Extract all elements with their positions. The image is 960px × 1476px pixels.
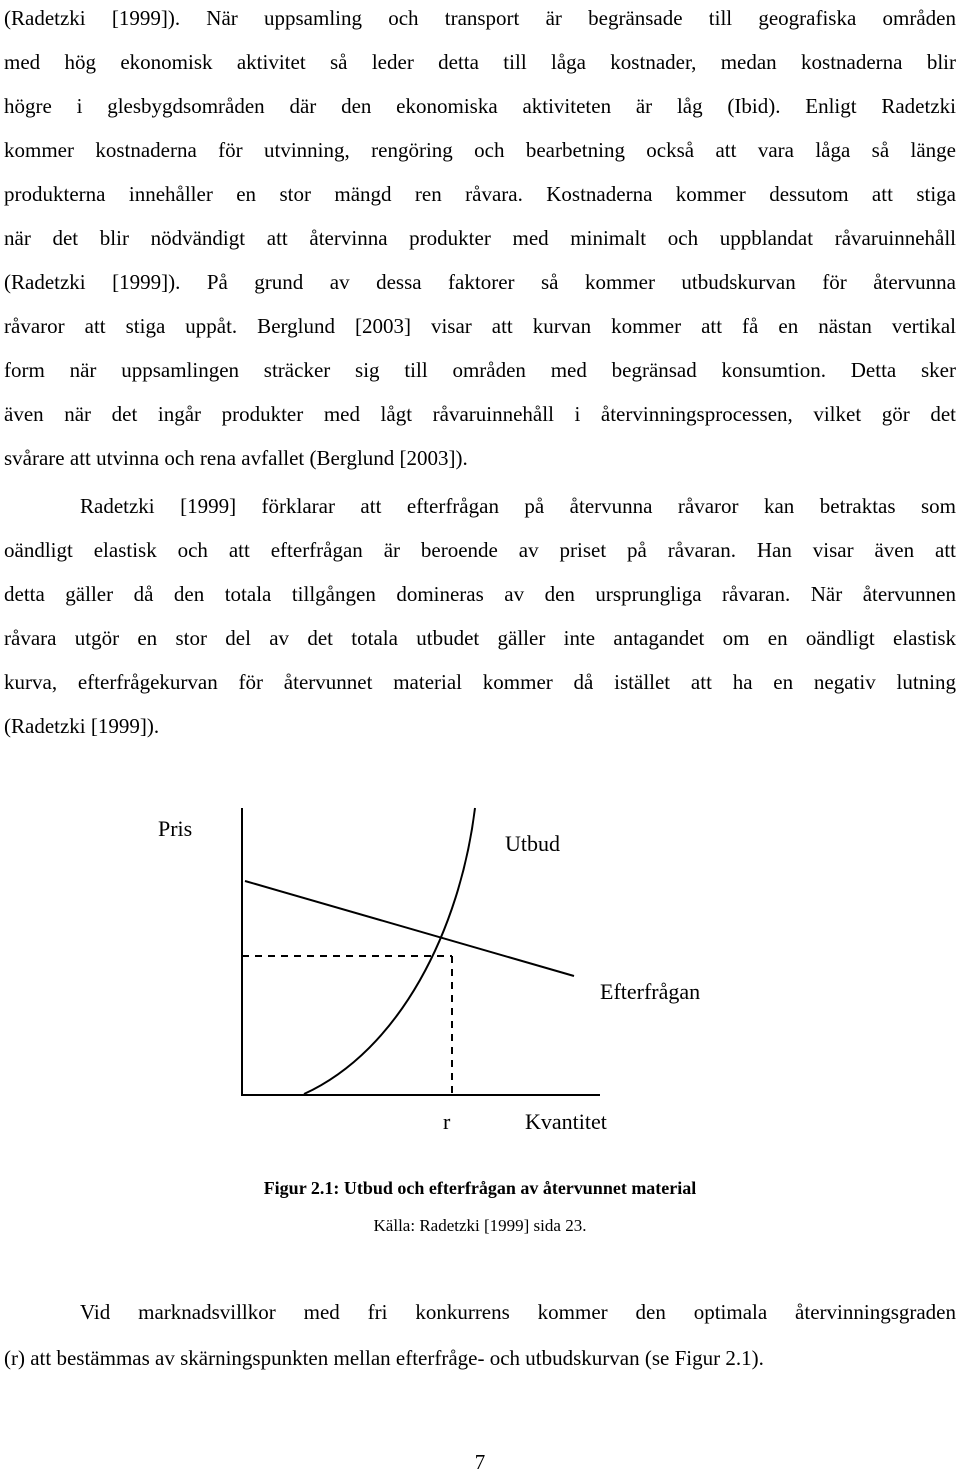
text-line: högre i glesbygdsområden där den ekonomiska aktiviteten är låg (Ibid). Enligt Radetzki bbox=[4, 94, 956, 118]
text-line: kurva, efterfrågekurvan för återvunnet material kommer då istället att ha en negativ lutning bbox=[4, 670, 956, 694]
text-line: detta gäller då den totala tillgången domineras av den ursprungliga råvaran. När återvunnen bbox=[4, 582, 956, 606]
figure-caption-source: Källa: Radetzki [1999] sida 23. bbox=[373, 1216, 587, 1235]
text-line: Radetzki [1999] förklarar att efterfrågan på återvunna råvaror kan betraktas som bbox=[80, 494, 956, 518]
text-line: (Radetzki [1999]). När uppsamling och transport är begränsade till geografiska områden bbox=[4, 6, 956, 30]
y-axis-label: Pris bbox=[158, 816, 193, 841]
demand-curve bbox=[245, 881, 574, 976]
x-axis-label: Kvantitet bbox=[525, 1109, 607, 1134]
text-line: produkterna innehåller en stor mängd ren råvara. Kostnaderna kommer dessutom att stiga bbox=[4, 182, 956, 206]
supply-demand-figure bbox=[0, 770, 960, 1190]
demand-label: Efterfrågan bbox=[600, 979, 701, 1004]
text-line: (Radetzki [1999]). På grund av dessa faktorer så kommer utbudskurvan för återvunna bbox=[4, 270, 956, 294]
text-line: kommer kostnaderna för utvinning, rengöring och bearbetning också att vara låga så länge bbox=[4, 138, 956, 162]
page-number: 7 bbox=[474, 1450, 486, 1474]
text-line: (Radetzki [1999]). bbox=[4, 714, 160, 738]
text-line: (r) att bestämmas av skärningspunkten mellan efterfråge- och utbudskurvan (se Figur 2.1). bbox=[4, 1346, 764, 1370]
equilibrium-label: r bbox=[443, 1109, 451, 1134]
text-line: form när uppsamlingen sträcker sig till områden med begränsad konsumtion. Detta sker bbox=[4, 358, 956, 382]
text-line: svårare att utvinna och rena avfallet (Berglund [2003]). bbox=[4, 446, 468, 470]
text-line: med hög ekonomisk aktivitet så leder detta till låga kostnader, medan kostnaderna blir bbox=[4, 50, 956, 74]
text-line: råvaror att stiga uppåt. Berglund [2003] visar att kurvan kommer att få en nästan vertikal bbox=[4, 314, 956, 338]
supply-curve bbox=[304, 808, 475, 1094]
supply-label: Utbud bbox=[505, 831, 560, 856]
text-line: Vid marknadsvillkor med fri konkurrens kommer den optimala återvinningsgraden bbox=[80, 1300, 956, 1324]
text-line: råvara utgör en stor del av det totala utbudet gäller inte antagandet om en oändligt elastisk bbox=[4, 626, 956, 650]
text-line: när det blir nödvändigt att återvinna produkter med minimalt och uppblandat råvaruinnehåll bbox=[4, 226, 956, 250]
text-line: oändligt elastisk och att efterfrågan är beroende av priset på råvaran. Han visar även att bbox=[4, 538, 956, 562]
figure-caption-title: Figur 2.1: Utbud och efterfrågan av återvunnet material bbox=[263, 1178, 697, 1198]
text-line: även när det ingår produkter med lågt råvaruinnehåll i återvinningsprocessen, vilket gör det bbox=[4, 402, 956, 426]
